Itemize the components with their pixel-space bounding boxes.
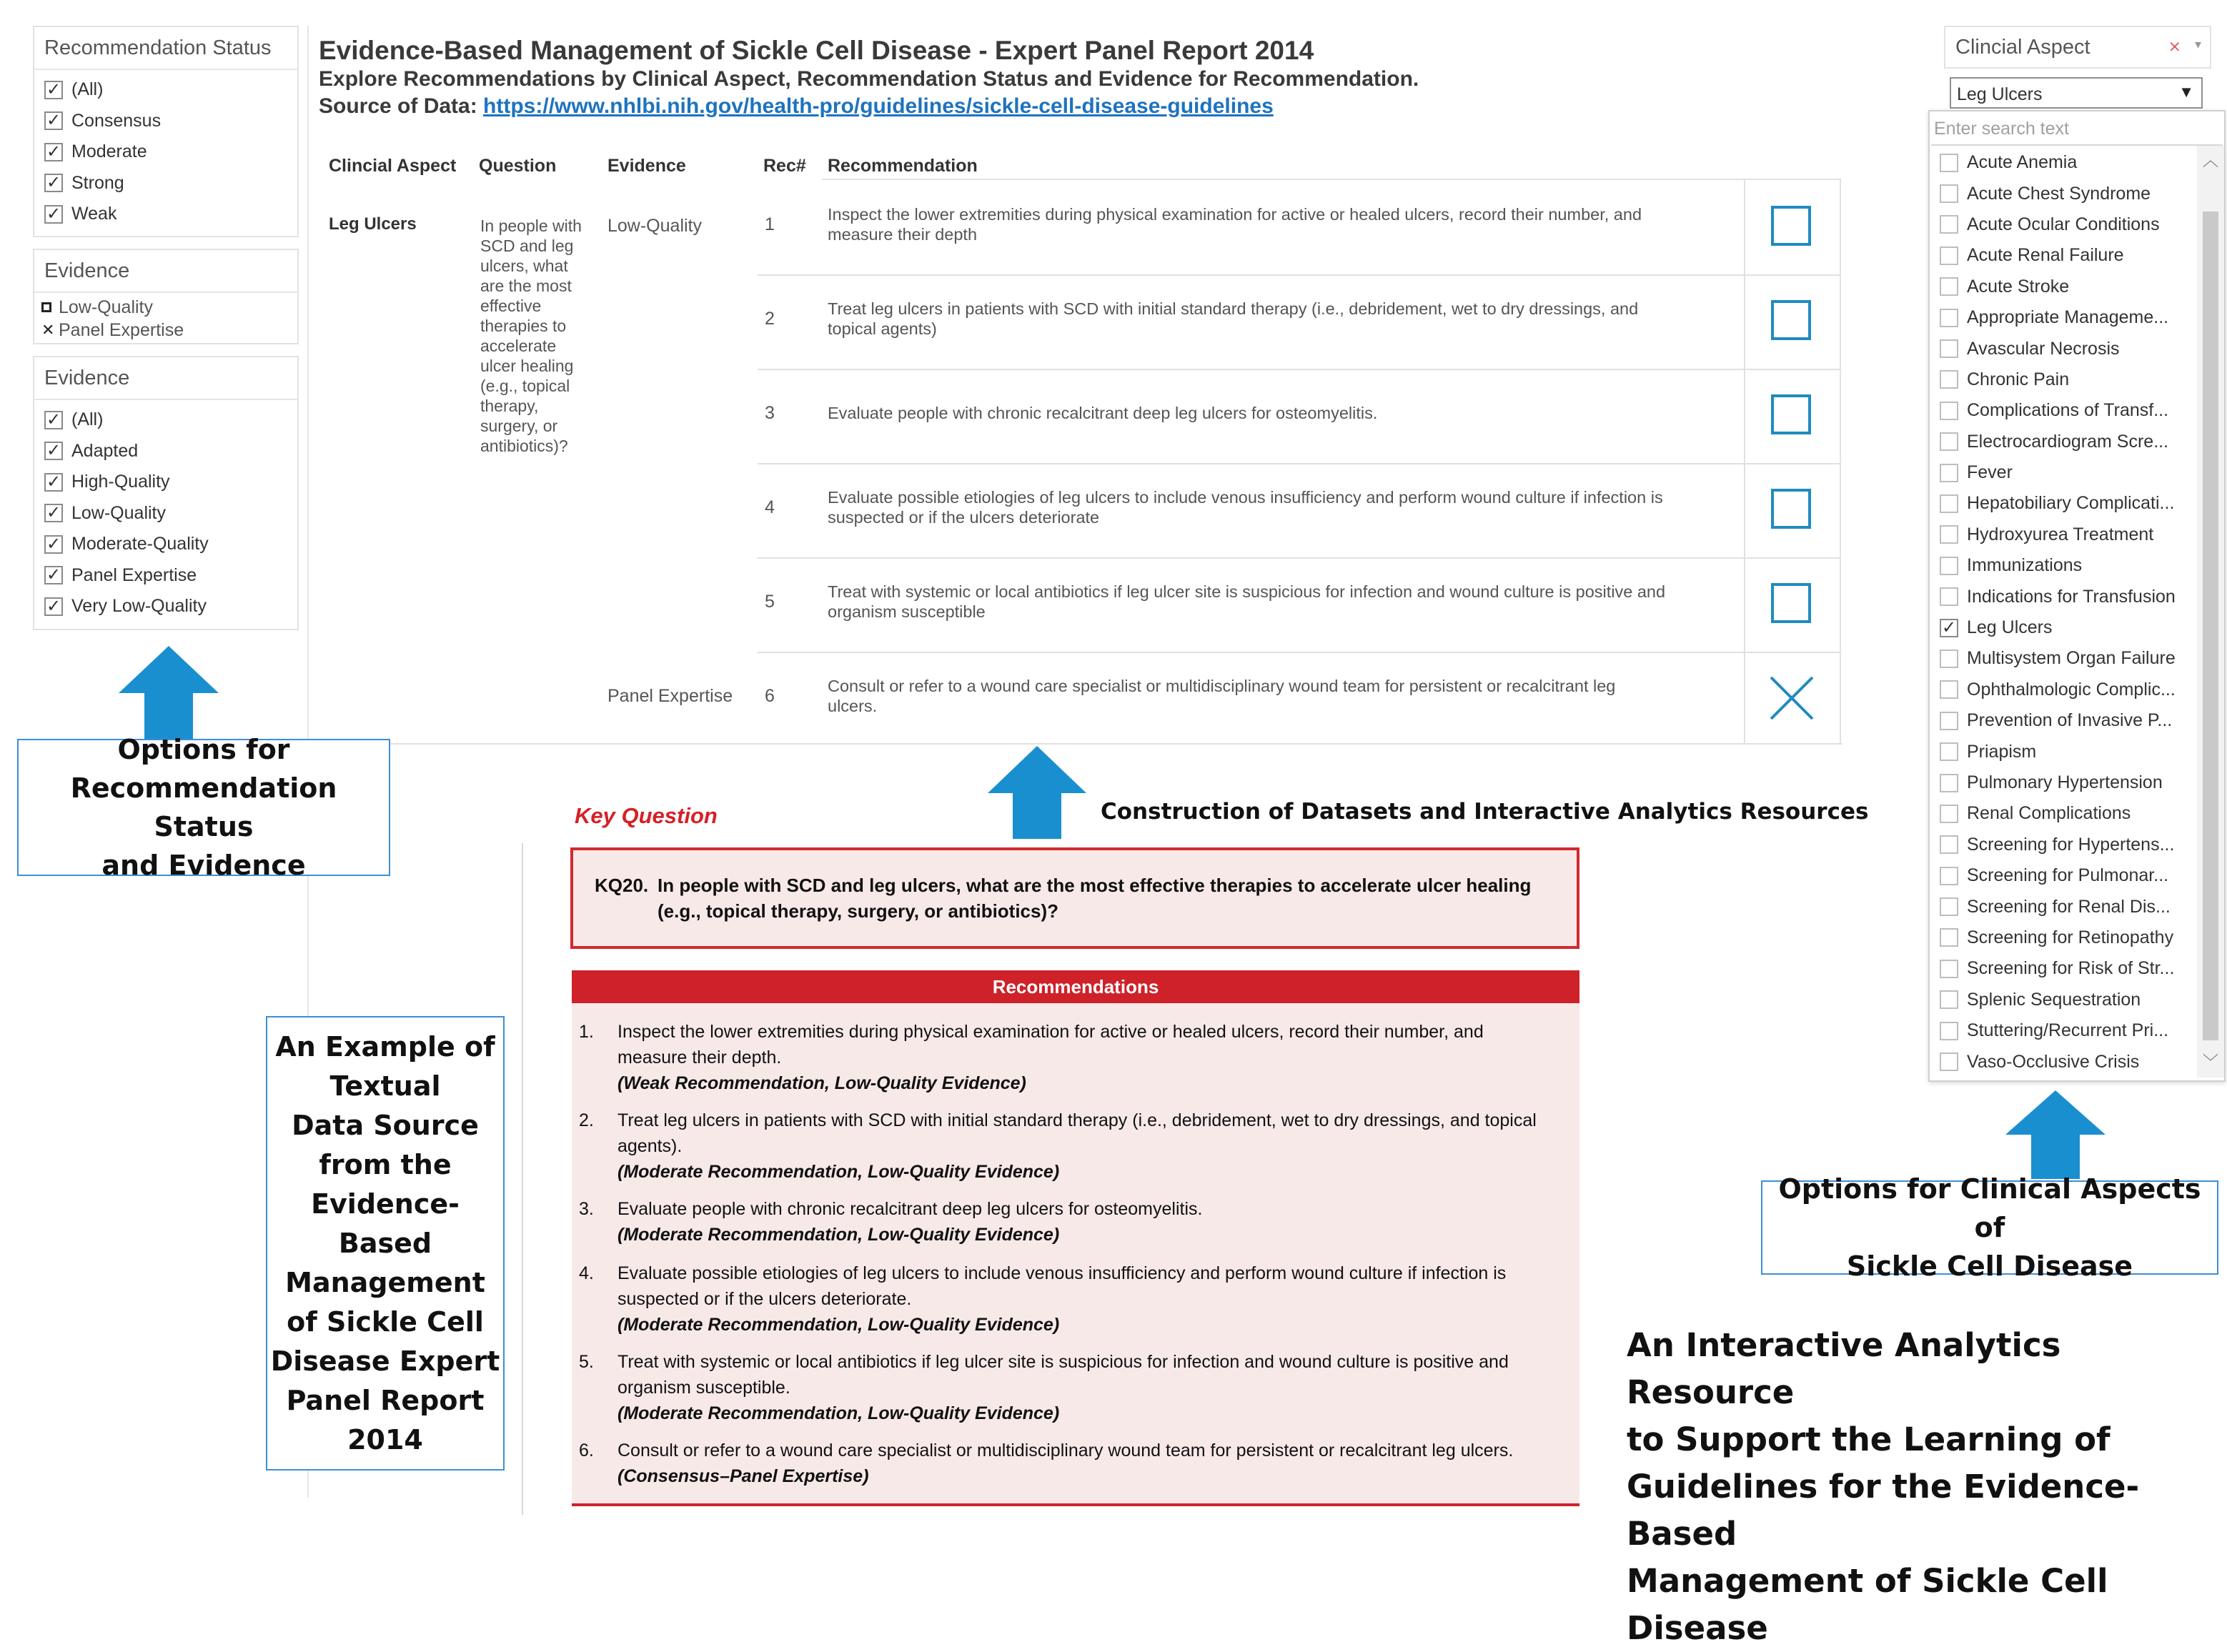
option-label: Screening for Risk of Str... — [1967, 958, 2175, 979]
legend-label: Panel Expertise — [59, 319, 184, 340]
callout-example-source — [266, 1016, 505, 1471]
item-number: 5. — [579, 1352, 594, 1372]
row-rule — [758, 557, 1841, 559]
callout-line: Panel Report — [286, 1384, 485, 1416]
status-option[interactable] — [34, 74, 297, 106]
recommendation-text — [828, 487, 1742, 527]
option-label: Ophthalmologic Complic... — [1967, 679, 2176, 700]
option-label: (All) — [71, 409, 104, 430]
clinical-aspect-option[interactable] — [1930, 891, 2194, 922]
option-label: Adapted — [71, 440, 139, 461]
scroll-up-icon[interactable]: ︿ — [2203, 151, 2219, 169]
question-cell — [480, 216, 602, 456]
clinical-aspect-option[interactable] — [1930, 178, 2194, 209]
option-label: Strong — [71, 172, 124, 193]
item-line: measure their depth. — [617, 1048, 782, 1068]
x-marker-icon[interactable] — [1768, 675, 1815, 722]
item-text — [617, 1438, 1513, 1489]
option-label: Acute Anemia — [1967, 152, 2078, 173]
question-line: antibiotics)? — [480, 437, 568, 455]
report-subtitle: Explore Recommendations by Clinical Aspect, Recommendation Status and Evidence for Recommendation. — [319, 67, 1419, 91]
option-label: Screening for Hypertens... — [1967, 834, 2175, 855]
option-label: Priapism — [1967, 741, 2037, 762]
recommendation-text — [828, 676, 1742, 716]
scrollbar[interactable] — [2197, 146, 2224, 1078]
callout-line: An Example of — [275, 1030, 495, 1063]
clinical-aspect-option[interactable] — [1930, 209, 2194, 240]
callout-line: Options for — [117, 734, 290, 765]
clinical-aspect-title: Clincial Aspect — [1955, 36, 2090, 59]
scroll-thumb[interactable] — [2203, 212, 2218, 1040]
checkbox[interactable]: ✓ — [44, 174, 63, 192]
question-line: are the most — [480, 277, 572, 295]
source-label: Source of Data: — [319, 94, 484, 118]
row-rule — [758, 369, 1841, 370]
item-number: 3. — [579, 1199, 594, 1219]
item-text — [617, 1019, 1484, 1096]
checkbox[interactable] — [1940, 309, 1958, 327]
square-marker-icon[interactable] — [1771, 489, 1811, 529]
item-line: Evaluate possible etiologies of leg ulcers to include venous insufficiency and perform wound culture if infection is — [617, 1263, 1507, 1283]
legend-label: Low-Quality — [59, 297, 153, 317]
table-rule — [822, 179, 1841, 180]
question-line: (e.g., topical — [480, 377, 570, 395]
rec-number: 3 — [765, 403, 775, 423]
checkbox[interactable] — [1940, 928, 1958, 947]
checkbox[interactable]: ✓ — [44, 504, 63, 522]
option-label: Acute Renal Failure — [1967, 245, 2124, 266]
evidence-cell: Panel Expertise — [607, 686, 733, 706]
checkbox[interactable] — [1940, 835, 1958, 854]
kq-line: In people with SCD and leg ulcers, what are the most effective therapies to accelerate ulcer healing — [658, 875, 1532, 896]
item-evidence: (Consensus–Panel Expertise) — [617, 1466, 869, 1486]
clinical-aspect-option[interactable] — [1930, 302, 2194, 333]
dropdown-list — [1928, 110, 2226, 1082]
question-line: accelerate — [480, 337, 557, 355]
clinical-aspect-option[interactable] — [1930, 427, 2194, 457]
option-label: (All) — [71, 79, 104, 100]
clinical-aspect-option[interactable] — [1930, 488, 2194, 519]
checkbox[interactable] — [1940, 464, 1958, 482]
checkbox[interactable] — [1940, 557, 1958, 575]
checkbox[interactable] — [1940, 587, 1958, 606]
option-label: Avascular Necrosis — [1967, 338, 2120, 359]
clinical-aspect-option[interactable] — [1930, 922, 2194, 953]
clinical-aspect-filter — [1934, 26, 2219, 1083]
option-label: Pulmonary Hypertension — [1967, 772, 2163, 792]
search-input[interactable] — [1931, 113, 2223, 146]
question-line: SCD and leg — [480, 237, 574, 255]
callout-options-status-evidence — [17, 734, 390, 881]
up-arrow-icon — [988, 746, 1086, 839]
clinical-aspect-option[interactable] — [1930, 364, 2194, 395]
title-line: to Support the Learning of — [1627, 1420, 2111, 1458]
callout-line: Evidence- — [311, 1188, 460, 1220]
recommendation-text — [828, 299, 1742, 339]
option-label: Splenic Sequestration — [1967, 989, 2141, 1010]
checkbox[interactable] — [1940, 402, 1958, 420]
option-label: High-Quality — [71, 472, 170, 492]
text-line: organism susceptible — [828, 602, 986, 621]
report-title: Evidence-Based Management of Sickle Cell Disease - Expert Panel Report 2014 — [319, 36, 1314, 65]
option-label: Electrocardiogram Scre... — [1967, 431, 2169, 452]
square-marker-icon — [41, 302, 51, 312]
item-evidence: (Moderate Recommendation, Low-Quality Evidence) — [617, 1315, 1060, 1335]
text-line: topical agents) — [828, 319, 937, 338]
item-number: 4. — [579, 1263, 594, 1283]
option-label: Acute Chest Syndrome — [1967, 183, 2151, 204]
evidence-option[interactable] — [34, 560, 297, 592]
option-label: Complications of Transf... — [1967, 400, 2169, 421]
item-number: 2. — [579, 1110, 594, 1130]
clear-filter-icon[interactable]: ⨯ — [2168, 37, 2181, 55]
recommendation-text — [828, 582, 1742, 622]
text-line: measure their depth — [828, 225, 978, 244]
option-label: Moderate — [71, 141, 147, 162]
question-line: In people with — [480, 217, 582, 235]
interactive-resource-title — [1627, 1322, 2227, 1652]
legend-item — [34, 296, 297, 319]
item-line: Treat leg ulcers in patients with SCD with initial standard therapy (i.e., debridement, wet to dry dressings, and topical — [617, 1110, 1537, 1130]
clinical-aspect-header — [1944, 26, 2211, 69]
dropdown-arrow-icon[interactable]: ▼ — [2178, 83, 2194, 101]
option-label: Renal Complications — [1967, 803, 2131, 824]
checkbox[interactable] — [1940, 432, 1958, 451]
recommendation-text — [828, 204, 1742, 244]
callout-line: and Evidence — [101, 850, 306, 881]
clinical-aspect-option[interactable] — [1930, 581, 2194, 612]
callout-line: Options for Clinical Aspects of — [1778, 1173, 2201, 1243]
option-label: Screening for Renal Dis... — [1967, 896, 2171, 917]
option-label: Acute Stroke — [1967, 276, 2070, 297]
checkbox[interactable] — [1940, 1053, 1958, 1071]
status-option[interactable] — [34, 168, 297, 199]
clinical-aspect-option[interactable] — [1930, 953, 2194, 984]
callout-line: Textual — [329, 1070, 441, 1102]
option-label: Weak — [71, 204, 117, 224]
option-label: Consensus — [71, 110, 162, 131]
clinical-aspect-option[interactable] — [1930, 457, 2194, 488]
checkbox[interactable]: ✓ — [44, 442, 63, 460]
checkbox[interactable] — [1940, 215, 1958, 234]
col-question[interactable]: Question — [479, 156, 557, 176]
option-label: Very Low-Quality — [71, 596, 207, 617]
option-label: Screening for Pulmonar... — [1967, 865, 2169, 886]
recommendation-status-title: Recommendation Status — [34, 27, 297, 70]
item-line: Treat with systemic or local antibiotics if leg ulcer site is suspicious for infection and wound culture is positive and — [617, 1352, 1509, 1372]
item-evidence: (Moderate Recommendation, Low-Quality Evidence) — [617, 1403, 1060, 1423]
title-line: Management of Sickle Cell Disease — [1627, 1562, 2108, 1647]
item-text — [617, 1349, 1509, 1426]
clinical-aspect-option[interactable] — [1930, 147, 2194, 178]
recommendations-body — [572, 1003, 1579, 1506]
clinical-aspect-option[interactable] — [1930, 333, 2194, 364]
source-of-data — [319, 94, 1274, 119]
clinical-aspect-option[interactable] — [1930, 612, 2194, 643]
checkbox[interactable]: ✓ — [44, 111, 63, 130]
col-recommendation[interactable]: Recommendation — [828, 156, 978, 176]
option-label: Indications for Transfusion — [1967, 586, 2176, 607]
rec-number: 5 — [765, 592, 775, 612]
checkbox[interactable] — [1940, 370, 1958, 389]
scroll-down-icon[interactable]: ﹀ — [2203, 1053, 2219, 1071]
checkbox[interactable] — [1940, 712, 1958, 730]
construction-caption: Construction of Datasets and Interactive Analytics Resources — [1101, 799, 1869, 825]
item-text — [617, 1196, 1202, 1248]
clinical-aspect-option[interactable] — [1930, 240, 2194, 271]
item-number: 1. — [579, 1022, 594, 1042]
clinical-aspect-dropdown[interactable] — [1950, 77, 2203, 109]
evidence-filter — [33, 356, 299, 630]
checkbox[interactable]: ✓ — [44, 535, 63, 554]
callout-line: Recommendation Status — [70, 772, 337, 842]
title-line: Guidelines for the Evidence-Based — [1627, 1468, 2140, 1553]
clinical-aspect-option[interactable] — [1930, 395, 2194, 426]
status-option[interactable] — [34, 199, 297, 230]
evidence-option[interactable] — [34, 436, 297, 467]
table-rule — [319, 743, 1842, 745]
checkbox[interactable] — [1940, 774, 1958, 792]
checkbox[interactable]: ✓ — [44, 205, 63, 224]
checkbox[interactable] — [1940, 680, 1958, 699]
aspect-cell: Leg Ulcers — [329, 214, 417, 234]
up-arrow-icon — [2005, 1090, 2106, 1179]
square-marker-icon[interactable] — [1771, 300, 1811, 340]
evidence-option[interactable] — [34, 404, 297, 436]
callout-line: Disease Expert — [270, 1345, 500, 1377]
callout-line: of Sickle Cell — [287, 1305, 484, 1338]
question-line: surgery, or — [480, 417, 558, 435]
checkbox[interactable] — [1940, 525, 1958, 544]
callout-clinical-options — [1761, 1173, 2218, 1282]
option-label: Moderate-Quality — [71, 534, 209, 554]
callout-line: Based — [338, 1227, 432, 1259]
checkbox[interactable] — [1940, 805, 1958, 823]
option-label: Stuttering/Recurrent Pri... — [1967, 1020, 2169, 1041]
option-label: Screening for Retinopathy — [1967, 927, 2174, 947]
kq-line: (e.g., topical therapy, surgery, or antibiotics)? — [658, 900, 1059, 922]
square-marker-icon[interactable] — [1771, 394, 1811, 434]
clinical-aspect-option[interactable] — [1930, 860, 2194, 891]
text-line: suspected or if the ulcers deteriorate — [828, 508, 1100, 527]
item-evidence: (Moderate Recommendation, Low-Quality Evidence) — [617, 1225, 1060, 1245]
x-marker-icon: ✕ — [41, 321, 55, 339]
text-line: Treat with systemic or local antibiotics if leg ulcer site is suspicious for infection and wound culture is positive and — [828, 582, 1666, 601]
callout-line: Sickle Cell Disease — [1846, 1250, 2133, 1282]
question-line: ulcer healing — [480, 357, 574, 375]
clinical-aspect-option[interactable] — [1930, 798, 2194, 829]
item-line: Consult or refer to a wound care specialist or multidisciplinary wound team for persistent or recalcitrant leg ulcers. — [617, 1440, 1514, 1461]
clinical-aspect-option[interactable] — [1930, 643, 2194, 674]
option-label: Acute Ocular Conditions — [1967, 214, 2160, 234]
evidence-option[interactable] — [34, 529, 297, 560]
option-label: Prevention of Invasive P... — [1967, 710, 2173, 731]
col-clinical-aspect[interactable]: Clincial Aspect — [329, 156, 457, 176]
evidence-option[interactable] — [34, 467, 297, 498]
clinical-aspect-option[interactable] — [1930, 272, 2194, 302]
clinical-aspect-options — [1930, 147, 2194, 1078]
checkbox[interactable]: ✓ — [44, 81, 63, 99]
divider — [522, 843, 523, 1515]
option-label: Immunizations — [1967, 555, 2083, 576]
title-line: An Interactive Analytics Resource — [1627, 1326, 2061, 1411]
status-option[interactable] — [34, 136, 297, 168]
checkbox[interactable]: ✓ — [1940, 619, 1958, 637]
text-line: Evaluate possible etiologies of leg ulcers to include venous insufficiency and perform wound culture if infection is — [828, 488, 1663, 507]
checkbox[interactable]: ✓ — [44, 143, 63, 161]
checkbox[interactable] — [1940, 960, 1958, 978]
checkbox[interactable]: ✓ — [44, 473, 63, 492]
question-line: effective — [480, 297, 542, 315]
evidence-filter-title: Evidence — [34, 357, 297, 400]
checkbox[interactable] — [1940, 1022, 1958, 1040]
callout-line: Data Source — [292, 1109, 479, 1141]
clinical-aspect-option[interactable] — [1930, 550, 2194, 581]
text-line: Inspect the lower extremities during physical examination for active or healed ulcers, record their number, and — [828, 205, 1642, 224]
question-line: therapy, — [480, 397, 539, 415]
text-line: ulcers. — [828, 697, 878, 715]
clinical-aspect-option[interactable] — [1930, 830, 2194, 860]
clinical-aspect-option[interactable] — [1930, 1015, 2194, 1046]
clinical-aspect-option[interactable] — [1930, 675, 2194, 705]
evidence-cell: Low-Quality — [607, 216, 702, 236]
evidence-option[interactable] — [34, 591, 297, 622]
item-line: organism susceptible. — [617, 1378, 790, 1398]
checkbox[interactable] — [1940, 494, 1958, 513]
checkbox[interactable] — [1940, 742, 1958, 761]
rec-number: 1 — [765, 214, 775, 234]
item-text — [617, 1108, 1537, 1185]
menu-chevron-icon[interactable]: ▾ — [2194, 37, 2201, 51]
checkbox[interactable] — [1940, 184, 1958, 203]
checkbox[interactable] — [1940, 990, 1958, 1009]
search-placeholder: Enter search text — [1934, 119, 2069, 139]
checkbox[interactable] — [1940, 897, 1958, 916]
clinical-aspect-option[interactable] — [1930, 705, 2194, 736]
source-link[interactable]: https://www.nhlbi.nih.gov/health-pro/guidelines/sickle-cell-disease-guidelines — [483, 94, 1274, 118]
callout-line: from the — [319, 1148, 452, 1180]
rec-number: 2 — [765, 309, 775, 329]
checkbox[interactable] — [1940, 339, 1958, 358]
text-line: Consult or refer to a wound care specialist or multidisciplinary wound team for persistent or recalcitrant leg — [828, 677, 1616, 695]
col-rec-num[interactable]: Rec# — [763, 156, 806, 176]
text-line: Evaluate people with chronic recalcitrant deep leg ulcers for osteomyelitis. — [828, 404, 1378, 422]
clinical-aspect-option[interactable] — [1930, 767, 2194, 798]
key-question-heading: Key Question — [575, 803, 718, 828]
evidence-legend-title: Evidence — [34, 250, 297, 293]
clinical-aspect-option[interactable] — [1930, 985, 2194, 1015]
clinical-aspect-option[interactable] — [1930, 736, 2194, 767]
clinical-aspect-option[interactable] — [1930, 1046, 2194, 1077]
item-line: agents). — [617, 1136, 683, 1156]
clinical-aspect-option[interactable] — [1930, 519, 2194, 550]
question-line: therapies to — [480, 317, 567, 335]
option-label: Panel Expertise — [71, 564, 197, 585]
evidence-legend — [33, 249, 299, 344]
option-label: Vaso-Occlusive Crisis — [1967, 1051, 2140, 1072]
rec-number: 4 — [765, 497, 775, 517]
option-label: Appropriate Manageme... — [1967, 307, 2169, 328]
checkbox[interactable]: ✓ — [44, 566, 63, 584]
callout-line: Management — [285, 1266, 485, 1298]
table-rule — [1744, 179, 1745, 743]
recommendations-header: Recommendations — [572, 970, 1579, 1003]
callout-line: 2014 — [347, 1423, 423, 1456]
legend-item — [34, 319, 297, 342]
option-label: Leg Ulcers — [1967, 617, 2053, 638]
text-line: Treat leg ulcers in patients with SCD with initial standard therapy (i.e., debridement, wet to dry dressings, and — [828, 299, 1639, 318]
item-line: Inspect the lower extremities during physical examination for active or healed ulcers, record their number, and — [617, 1022, 1484, 1042]
checkbox[interactable] — [1940, 650, 1958, 668]
option-label: Hepatobiliary Complicati... — [1967, 493, 2175, 514]
checkbox[interactable] — [1940, 154, 1958, 172]
item-line: Evaluate people with chronic recalcitrant deep leg ulcers for osteomyelitis. — [617, 1199, 1203, 1219]
up-arrow-icon — [119, 646, 219, 739]
item-number: 6. — [579, 1440, 594, 1461]
status-option[interactable] — [34, 106, 297, 137]
checkbox[interactable]: ✓ — [44, 411, 63, 429]
col-evidence[interactable]: Evidence — [607, 156, 686, 176]
item-evidence: (Weak Recommendation, Low-Quality Evidence) — [617, 1073, 1026, 1093]
row-rule — [758, 463, 1841, 464]
option-label: Low-Quality — [71, 502, 166, 523]
item-text — [617, 1260, 1506, 1338]
evidence-option[interactable] — [34, 498, 297, 529]
dropdown-value: Leg Ulcers — [1957, 84, 2043, 104]
recommendation-text — [828, 403, 1742, 423]
row-rule — [758, 274, 1841, 276]
table-rule — [1840, 179, 1841, 743]
rec-number: 6 — [765, 686, 775, 706]
checkbox[interactable]: ✓ — [44, 597, 63, 616]
checkbox[interactable] — [1940, 867, 1958, 885]
kq-label: KQ20. — [595, 875, 649, 896]
square-marker-icon[interactable] — [1771, 206, 1811, 246]
square-marker-icon[interactable] — [1771, 583, 1811, 623]
item-line: suspected or if the ulcers deteriorate. — [617, 1289, 912, 1309]
row-rule — [758, 652, 1841, 653]
option-label: Fever — [1967, 462, 2013, 483]
option-label: Hydroxyurea Treatment — [1967, 524, 2154, 544]
checkbox[interactable] — [1940, 247, 1958, 265]
key-question-box — [570, 847, 1579, 949]
recommendation-status-filter — [33, 26, 299, 237]
checkbox[interactable] — [1940, 277, 1958, 296]
option-label: Multisystem Organ Failure — [1967, 648, 2176, 669]
item-evidence: (Moderate Recommendation, Low-Quality Evidence) — [617, 1162, 1060, 1182]
question-line: ulcers, what — [480, 257, 568, 275]
option-label: Chronic Pain — [1967, 369, 2070, 389]
